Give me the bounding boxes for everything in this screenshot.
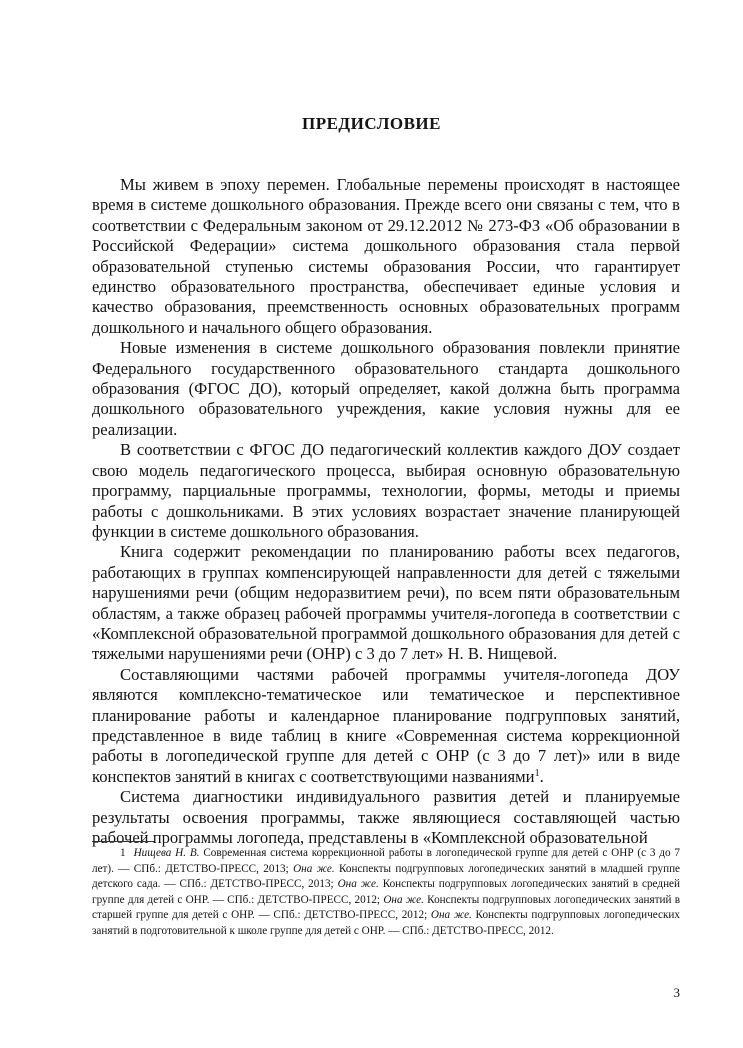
footnote-part-1: Современная система коррекционной работы в логопедической группе для детей с ОНР (с 3 до 7 лет). — СПб.: ДЕТСТВО-ПРЕСС, 2013; bbox=[92, 847, 680, 875]
footnote-author: Нищева Н. В. bbox=[133, 847, 200, 859]
footnote-mark: 1 bbox=[120, 847, 126, 859]
footnote-reference[interactable]: 1 bbox=[534, 767, 540, 779]
footnote-ona-zhe-3: Она же. bbox=[383, 893, 424, 906]
footnote-ona-zhe-2: Она же. bbox=[337, 878, 379, 891]
footnote-ona-zhe-4: Она же. bbox=[430, 909, 472, 922]
footnote-part-2: Конспекты подгрупповых логопедических занятий в младшей группе детского сада. — СПб.: ДЕТСТВО-ПРЕСС, 2013; bbox=[92, 862, 681, 891]
paragraph-5: Составляющими частями рабочей программы учителя-логопеда ДОУ являются комплексно-тематическое или тематическое и перспективное планирование работы и календарное планирование подгрупповых занятий, представленное в виде таблиц в книге «Современная система коррекционной работы в логопедической группе для детей с ОНР (с 3 до 7 лет)» или в виде конспектов занятий в книгах с соответствующими названиями$^1$. bbox=[92, 664, 680, 786]
page-title: ПРЕДИСЛОВИЕ bbox=[301, 114, 441, 133]
paragraph-3: В соответствии с ФГОС ДО педагогический коллектив каждого ДОУ создает свою модель педагогического процесса, выбирая основную образовательную программу, парциальные программы, технологии, формы, методы и приемы работы с дошкольниками. В этих условиях возрастает значение планирующей функции в системе дошкольного образования. bbox=[92, 440, 680, 541]
paragraph-6: Система диагностики индивидуального развития детей и планируемые результаты освоения программы, также являющиеся составляющей частью рабочей программы логопеда, представлены в «Комплексной образовательной bbox=[92, 787, 680, 847]
footnote-part-4: Конспекты подгрупповых логопедических занятий в старшей группе для детей с ОНР. — СПб.: ДЕТСТВО-ПРЕСС, 2012; bbox=[92, 893, 681, 922]
paragraph-4: Книга содержит рекомендации по планированию работы всех педагогов, работающих в группах компенсирующей направленности для детей с тяжелыми нарушениями речи (общим недоразвитием речи), по всем пяти образовательным областям, а также образец рабочей программы учителя-логопеда в соответствии с «Комплексной образовательной программой дошкольного образования для детей с тяжелыми нарушениями речи (ОНР) с 3 до 7 лет» Н. В. Нищевой. bbox=[92, 542, 680, 664]
paragraph-1: Мы живем в эпоху перемен. Глобальные перемены происходят в настоящее время в системе дошкольного образования. Прежде всего они связаны с тем, что в соответствии с Федеральным законом от 29.12.2012 № 273-ФЗ «Об образовании в Российской Федерации» система дошкольного образования стала первой образовательной ступенью системы образования России, что гарантирует единство образовательного пространства, обеспечивает единые условия и качество образования, преемственность основных образовательных программ дошкольного и начального общего образования. bbox=[92, 175, 680, 337]
footnote-ona-zhe-1: Она же. bbox=[293, 862, 335, 875]
body-text bbox=[92, 175, 680, 848]
footnote-divider bbox=[92, 841, 154, 842]
footnote-part-5: Конспекты подгрупповых логопедических занятий в подготовительной к школе группе для детей с ОНР. — СПб.: ДЕТСТВО-ПРЕСС, 2012. bbox=[92, 909, 680, 937]
paragraph-5-text: Составляющими частями рабочей программы учителя-логопеда ДОУ являются комплексно-тематическое или тематическое и перспективное планирование работы и календарное планирование подгрупповых занятий, представленное в виде таблиц в книге «Современная система коррекционной работы в логопедической группе для детей с ОНР (с 3 до 7 лет)» или в виде конспектов занятий в книгах с соответствующими названиями bbox=[92, 664, 680, 786]
footnote bbox=[92, 846, 680, 940]
footnote-part-3: Конспекты подгрупповых логопедических занятий в средней группе для детей с ОНР. — СПб.: ДЕТСТВО-ПРЕСС, 2012; bbox=[92, 878, 681, 906]
paragraph-2: Новые изменения в системе дошкольного образования повлекли принятие Федерального государственного образовательного стандарта дошкольного образования (ФГОС ДО), который определяет, какой должна быть программа дошкольного образовательного учреждения, какие условия нужны для ее реализации. bbox=[92, 338, 680, 439]
page-number: 3 bbox=[673, 985, 680, 1000]
